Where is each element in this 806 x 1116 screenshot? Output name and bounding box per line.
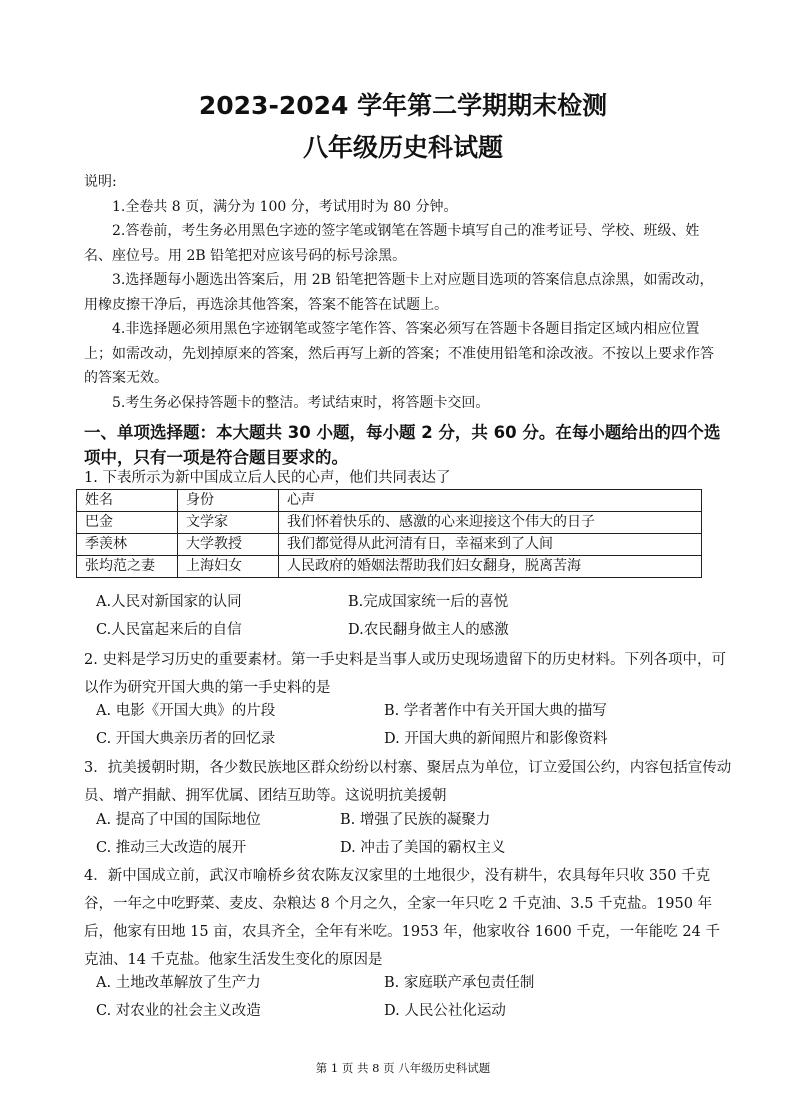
option-b: B.完成国家统一后的喜悦 (348, 594, 509, 610)
option-a: A. 电影《开国大典》的片段 (96, 703, 276, 719)
table-cell: 大学教授 (178, 534, 279, 556)
table-row (77, 512, 702, 534)
question-1-table (76, 489, 702, 578)
instructions-block (84, 170, 724, 415)
table-header: 身份 (178, 490, 279, 512)
option-c: C. 对农业的社会主义改造 (96, 1003, 261, 1019)
question-2-stem (84, 646, 734, 702)
option-d: D. 人民公社化运动 (384, 1003, 506, 1019)
table-cell: 我们都觉得从此河清有日，幸福来到了人间 (279, 534, 702, 556)
option-d: D.农民翻身做主人的感激 (348, 622, 509, 638)
table-cell: 巴金 (77, 512, 178, 534)
instruction-item: 2.答卷前，考生务必用黑色字迹的签字笔或钢笔在答题卡填写自己的准考证号、学校、班级、姓名、座位号。用 2B 铅笔把对应该号码的标号涂黑。 (84, 223, 700, 264)
exam-title: 2023-2024 学年第二学期期末检测 (198, 91, 608, 120)
option-b: B. 学者著作中有关开国大典的描写 (384, 703, 607, 719)
table-cell: 文学家 (178, 512, 279, 534)
option-d: D. 冲击了美国的霸权主义 (340, 840, 506, 856)
section-heading: 一、单项选择题：本大题共 30 小题，每小题 2 分，共 60 分。在每小题给出的四个选项中，只有一项是符合题目要求的。 (84, 423, 721, 467)
instructions-heading: 说明: (84, 174, 117, 190)
table-header-row (77, 490, 702, 512)
table-row (77, 556, 702, 578)
table-header: 姓名 (77, 490, 178, 512)
option-d: D. 开国大典的新闻照片和影像资料 (384, 731, 608, 747)
option-c: C. 推动三大改造的展开 (96, 840, 247, 856)
question-stem: 3．抗美援朝时期，各少数民族地区群众纷纷以村寨、聚居点为单位，订立爱国公约，内容包括宣传动员、增产捐献、拥军优属、团结互助等。这说明抗美援朝 (84, 760, 732, 804)
exam-subtitle: 八年级历史科试题 (302, 133, 503, 162)
option-c: C. 开国大典亲历者的回忆录 (96, 731, 276, 747)
option-a: A. 提高了中国的国际地位 (96, 812, 261, 828)
table-cell: 人民政府的婚姻法帮助我们妇女翻身，脱离苦海 (279, 556, 702, 578)
instruction-item: 4.非选择题必须用黑色字迹钢笔或签字笔作答、答案必须写在答题卡各题目指定区域内相应位置上；如需改动，先划掉原来的答案，然后再写上新的答案；不准使用铅笔和涂改液。不按以上要求作答的答案无效。 (84, 321, 714, 386)
question-4-stem (84, 862, 734, 974)
question-stem: 4．新中国成立前，武汉市喻桥乡贫农陈友汉家里的土地很少，没有耕牛，农具每年只收 350 千克谷，一年之中吃野菜、麦皮、杂粮达 8 个月之久，全家一年只吃 2 千克油、3.5 千克盐。1950 年后，他家有田地 15 亩，农具齐全，全年有米吃。1953 年，他家收谷 1600 千克，一年能吃 24 千克油、14 千克盐。他家生活发生变化的原因是 (84, 868, 720, 968)
question-stem: 1. 下表所示为新中国成立后人民的心声，他们共同表达了 (84, 470, 451, 486)
page-footer: 第 1 页 共 8 页 八年级历史科试题 (315, 1061, 491, 1075)
option-b: B. 增强了民族的凝聚力 (340, 812, 491, 828)
table-cell: 我们怀着快乐的、感激的心来迎接这个伟大的日子 (279, 512, 702, 534)
table-cell: 季羡林 (77, 534, 178, 556)
table-row (77, 534, 702, 556)
instruction-item: 5.考生务必保持答题卡的整洁。考试结束时，将答题卡交回。 (112, 394, 490, 411)
option-a: A.人民对新国家的认同 (96, 594, 242, 610)
question-3-stem (84, 754, 734, 810)
table-cell: 上海妇女 (178, 556, 279, 578)
table-cell: 张均范之妻 (77, 556, 178, 578)
option-a: A. 土地改革解放了生产力 (96, 975, 261, 991)
instruction-item: 3.选择题每小题选出答案后，用 2B 铅笔把答题卡上对应题目选项的答案信息点涂黑，如需改动，用橡皮擦干净后，再选涂其他答案，答案不能答在试题上。 (84, 272, 714, 313)
instruction-item: 1.全卷共 8 页，满分为 100 分，考试用时为 80 分钟。 (112, 198, 458, 215)
option-b: B. 家庭联产承包责任制 (384, 975, 535, 991)
question-stem: 2. 史料是学习历史的重要素材。第一手史料是当事人或历史现场遗留下的历史材料。下列各项中，可以作为研究开国大典的第一手史料的是 (84, 652, 726, 696)
table-header: 心声 (279, 490, 702, 512)
question-1-stem (84, 464, 734, 492)
option-c: C.人民富起来后的自信 (96, 622, 242, 638)
